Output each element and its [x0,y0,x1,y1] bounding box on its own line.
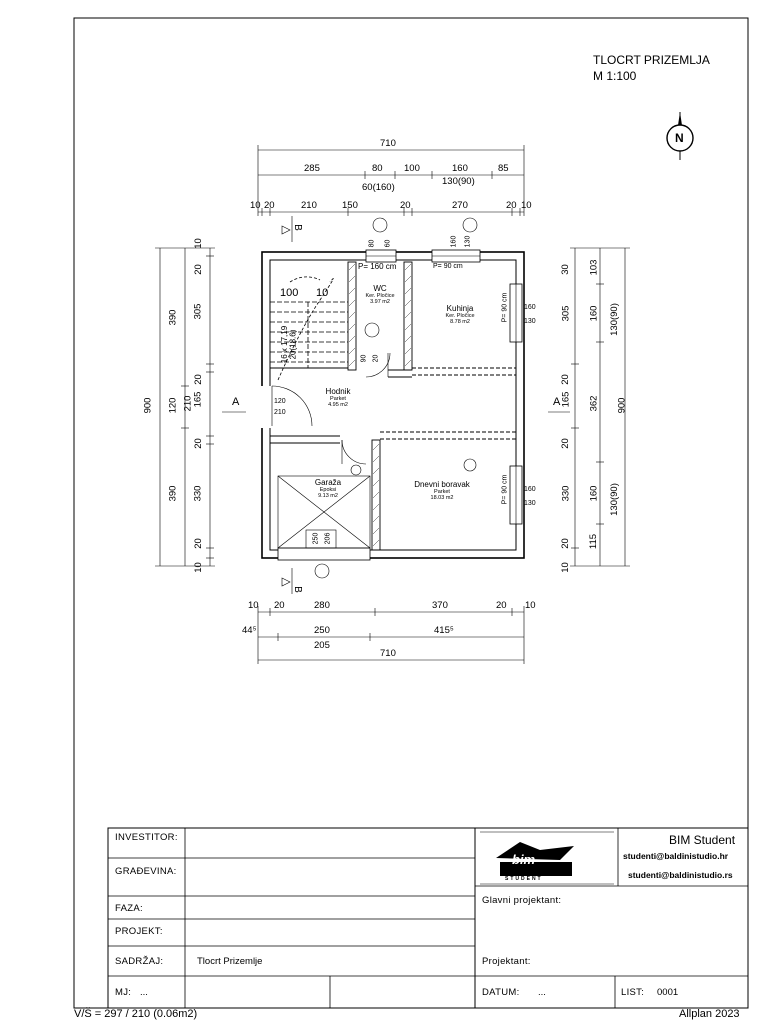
stair-label-tread: 20(18.6) [288,329,298,360]
wc-door-90: 90 [360,354,368,363]
dim-left-20b: 20 [192,374,204,385]
dim-top-130-90: 130(90) [442,176,475,187]
dim-right-20c: 20 [559,538,571,549]
stair-label-steps: 16 x 17,19 [280,325,290,364]
win-kit-r160: 160 [524,304,536,311]
section-b-bottom: B [291,586,303,593]
dim-left-10a: 10 [192,238,204,249]
dim-bot-250: 250 [314,625,330,636]
dim-right-305: 305 [560,305,572,322]
dim-right-160a: 160 [588,305,600,322]
room-hodnik-area: 4.95 m2 [328,402,348,408]
dim-right-30: 30 [559,264,571,275]
door-label-p90c: P= 90 cm [501,474,509,505]
room-wc [360,284,400,305]
dim-right-115: 115 [588,533,600,550]
dim-top-20a: 20 [264,200,275,211]
tb-email1: studenti@baldinistudio.hr [623,851,729,861]
dim-left-305: 305 [192,303,204,320]
door-label-p90b: P= 90 cm [501,292,509,323]
dim-bot-370: 370 [432,600,448,611]
hall-door-120: 120 [274,398,286,405]
tb-sadrzaj-label: SADRŽAJ: [115,956,164,967]
room-hodnik-name: Hodnik [325,387,351,396]
dim-right-20a: 20 [559,374,571,385]
room-kuhinja [430,304,490,325]
dim-top-10a: 10 [250,200,261,211]
dim-top-20b: 20 [400,200,411,211]
dim-bot-415: 415⁵ [434,625,454,636]
tb-email2: studenti@baldinistudio.rs [628,870,733,880]
dim-left-total: 900 [142,397,154,414]
section-b-top: B [291,224,303,231]
win-wc-60: 60 [384,239,392,248]
tb-glavni-label: Glavni projektant: [482,895,562,906]
dim-top-85: 85 [498,163,509,174]
dim-right-103: 103 [588,259,600,276]
dim-top-160: 160 [452,163,468,174]
north-label: N [675,131,684,145]
room-kuhinja-name: Kuhinja [446,304,474,313]
top-dimension-lines [258,145,524,216]
dim-left-165: 165 [192,391,204,408]
dim-right-160b: 160 [588,485,600,502]
dim-top-285: 285 [304,163,320,174]
dim-left-390a: 390 [167,309,179,326]
win-kit-r130: 130 [524,318,536,325]
footer-software: Allplan 2023 [679,1008,740,1020]
garage-door-250: 250 [312,532,320,545]
tb-projekt-label: PROJEKT: [115,926,163,937]
room-dnevni-name: Dnevni boravak [414,480,470,489]
dim-bot-20a: 20 [274,600,285,611]
tb-logo-sub: STUDENT [505,876,543,882]
room-garaza-floor: Epoksi [319,487,337,493]
room-kuhinja-floor: Ker. Pločice [445,313,475,319]
dim-top-80: 80 [372,163,383,174]
dim-right-10: 10 [559,562,571,573]
win-kit-160: 160 [450,235,458,248]
dim-left-210: 210 [182,395,194,412]
tb-list-label: LIST: [621,987,645,998]
dim-bot-10b: 10 [525,600,536,611]
tb-datum-value: ... [538,987,546,998]
tb-mj-value: ... [140,987,148,998]
door-label-p160: P= 160 cm [358,262,397,271]
win-liv-r130: 130 [524,500,536,507]
dim-bot-10a: 10 [248,600,259,611]
dim-bot-205: 205 [314,640,330,651]
dim-left-20c: 20 [192,438,204,449]
garage-door-206: 206 [324,532,332,545]
stair-label-10: 10 [316,287,329,299]
dim-right-total: 900 [616,397,628,414]
room-garaza [303,478,353,499]
dim-top-60-160: 60(160) [362,182,395,193]
win-liv-r160: 160 [524,486,536,493]
dim-left-330: 330 [192,485,204,502]
tb-list-value: 0001 [657,987,679,998]
room-garaza-area: 9.13 m2 [318,493,338,499]
dim-right-130-90b: 130(90) [608,483,620,516]
section-a-left: A [232,396,240,408]
win-kit-130: 130 [464,235,472,248]
dim-top-270: 270 [452,200,468,211]
door-label-p90a: P= 90 cm [433,263,463,270]
room-wc-floor: Ker. Pločice [365,293,395,299]
hall-door-210: 210 [274,409,286,416]
tb-faza-label: FAZA: [115,903,143,914]
tb-investitor-label: INVESTITOR: [115,832,178,843]
dim-left-20a: 20 [192,264,204,275]
tb-company: BIM Student [669,833,736,847]
tb-projektant-label: Projektant: [482,956,531,967]
dim-top-100: 100 [404,163,420,174]
dim-right-20b: 20 [559,438,571,449]
dim-top-10b: 10 [521,200,532,211]
room-hodnik-floor: Parket [330,396,346,402]
dim-left-120: 120 [167,397,179,414]
room-dnevni-boravak [406,480,478,501]
dim-bot-total: 710 [380,648,396,659]
dim-top-20c: 20 [506,200,517,211]
win-wc-80: 80 [368,239,376,248]
dim-right-330: 330 [560,485,572,502]
wc-door-20: 20 [372,354,380,363]
drawing-scale: M 1:100 [593,69,637,83]
room-kuhinja-area: 8.78 m2 [450,319,470,325]
room-wc-name: WC [373,284,387,293]
drawing-title: TLOCRT PRIZEMLJA [593,53,710,67]
dim-left-390b: 390 [167,485,179,502]
tb-mj-label: MJ: [115,987,132,998]
dim-right-165: 165 [560,391,572,408]
dim-right-362: 362 [588,395,600,412]
section-a-right: A [553,396,561,408]
dim-top-210: 210 [301,200,317,211]
room-garaza-name: Garaža [314,478,342,487]
footer-scale: V/Š = 297 / 210 (0.06m2) [74,1008,198,1020]
tb-gradevina-label: GRAĐEVINA: [115,866,177,877]
stair-label-100: 100 [280,287,299,299]
room-wc-area: 3.97 m2 [370,299,390,305]
tb-datum-label: DATUM: [482,987,520,998]
room-dnevni-floor: Parket [434,489,450,495]
dim-left-10b: 10 [192,562,204,573]
dim-left-20d: 20 [192,538,204,549]
room-dnevni-area: 18.03 m2 [430,495,454,501]
room-hodnik [313,387,363,408]
section-markers [222,216,570,594]
dim-right-130-90a: 130(90) [608,303,620,336]
dim-top-150: 150 [342,200,358,211]
dim-bot-20b: 20 [496,600,507,611]
dim-bot-44: 44⁵ [242,625,257,636]
dim-top-total: 710 [380,138,396,149]
tb-sadrzaj-value: Tlocrt Prizemlje [197,956,263,967]
dim-bot-280: 280 [314,600,330,611]
tb-logo-text: bim [512,852,536,867]
